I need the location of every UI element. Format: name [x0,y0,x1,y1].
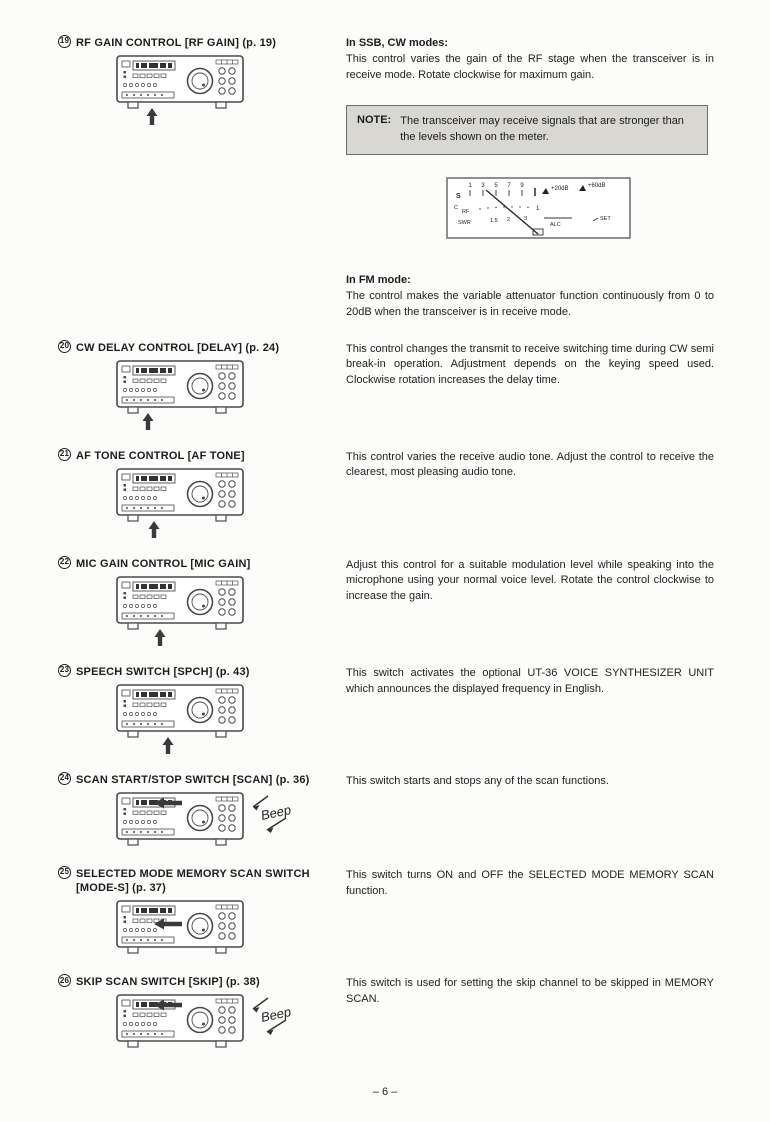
pointer-arrow-up-icon [149,521,160,538]
item-title: SELECTED MODE MEMORY SCAN SWITCH [MODE-S] (p. 37) [76,868,310,895]
note-text: The transceiver may receive signals that are stronger than the levels shown on the meter. [400,115,684,143]
svg-text:+20dB: +20dB [551,186,569,193]
meter-figure [446,177,714,248]
manual-item-speech [58,665,714,761]
svg-text:SET: SET [600,216,611,223]
item-title: RF GAIN CONTROL [RF GAIN] (p. 19) [76,37,277,49]
manual-item-mic-gain [58,557,714,653]
pointer-arrow-up-icon [147,108,158,125]
item-right-column [346,867,714,899]
manual-item-af-tone [58,449,714,545]
item-left-column [58,557,346,653]
item-heading [58,665,320,679]
item-right-column [346,36,714,321]
item-description: This control changes the transmit to receive switching time during CW semi break-in operation. Adjustment depends on the keying speed used. Clockwise rotation increases the delay time. [346,342,714,386]
item-right-column [346,773,714,790]
pointer-arrow-up-icon [155,629,166,646]
svg-text:1: 1 [468,183,472,190]
manual-item-cw-delay [58,341,714,437]
item-description: This control varies the gain of the RF stage when the transceiver is in receive mode. Rotate clockwise for maximum gain. [346,53,714,81]
svg-text:7: 7 [507,183,511,190]
item-description: Adjust this control for a suitable modulation level while speaking into the microphone using your normal voice level. Rotate the control clockwise to increase the gain. [346,558,714,603]
item-title: CW DELAY CONTROL [DELAY] (p. 24) [76,341,280,354]
beep-annotation [253,998,292,1035]
item-right-column [346,665,714,697]
item-left-column [58,665,346,761]
svg-text:1: 1 [536,206,540,213]
item-heading [58,867,320,895]
item-right-column [346,449,714,481]
svg-text:ALC: ALC [550,222,561,229]
mode-subheading-ssb: In SSB, CW modes: [346,37,449,49]
svg-text:3: 3 [481,183,485,190]
manual-item-scan [58,773,714,855]
svg-text:C: C [454,205,458,212]
page-number: – 6 – [372,1086,398,1098]
item-left-column [58,773,346,855]
item-right-column [346,341,714,389]
item-number-badge: 25 [58,866,71,879]
transceiver-panel-icon [116,994,316,1052]
transceiver-panel-icon [116,55,316,127]
item-description: This switch turns ON and OFF the SELECTED MODE MEMORY SCAN function. [346,869,714,897]
item-number-badge: 21 [58,448,71,461]
item-number-badge: 26 [58,974,71,987]
manual-item-mode-s [58,867,714,963]
item-title: SPEECH SWITCH [SPCH] (p. 43) [76,665,250,678]
item-heading [58,36,320,50]
item-heading [58,449,320,463]
item-right-column [346,975,714,1007]
mode-subheading-fm: In FM mode: [346,274,411,287]
item-description: This control varies the receive audio tone. Adjust the control to receive the clearest, most pleasing audio tone. [346,450,714,479]
item-heading [58,341,320,355]
transceiver-figure [116,360,346,437]
transceiver-panel-icon [116,360,316,432]
pointer-arrow-up-icon [143,413,154,430]
svg-text:Beep: Beep [259,801,293,823]
svg-text:2: 2 [507,217,511,224]
svg-text:9: 9 [520,183,524,190]
transceiver-figure [116,576,346,653]
transceiver-panel-icon [116,576,316,648]
svg-text:5: 5 [494,183,498,190]
transceiver-figure [116,792,346,855]
transceiver-panel-icon [116,792,316,850]
item-title: SKIP SCAN SWITCH [SKIP] (p. 38) [76,976,260,989]
manual-item-skip [58,975,714,1057]
pointer-arrow-up-icon [163,737,174,754]
s-meter-icon [446,177,631,243]
item-heading [58,557,320,571]
svg-text:+60dB: +60dB [588,183,606,190]
item-description: This switch activates the optional UT-36 VOICE SYNTHESIZER UNIT which announces the displayed frequency in English. [346,666,714,695]
transceiver-figure [116,900,346,963]
transceiver-figure [116,468,346,545]
item-number-badge: 22 [58,556,71,569]
svg-text:1.5: 1.5 [490,218,498,225]
item-title: AF TONE CONTROL [AF TONE] [76,449,245,462]
item-title: MIC GAIN CONTROL [MIC GAIN] [76,557,251,570]
item-number-badge: 20 [58,340,71,353]
item-description: The control makes the variable attenuator function continuously from 0 to 20dB when the transceiver is in receive mode. [346,290,714,319]
transceiver-figure [116,994,346,1057]
svg-text:S: S [456,193,461,201]
svg-text:RF: RF [462,209,470,216]
transceiver-figure [116,55,346,132]
svg-text:Beep: Beep [259,1004,293,1026]
item-right-column [346,557,714,605]
item-left-column [58,36,346,132]
transceiver-panel-icon [116,900,316,958]
item-number-badge: 23 [58,664,71,677]
item-left-column [58,341,346,437]
item-description: This switch is used for setting the skip channel to be skipped in MEMORY SCAN. [346,977,714,1005]
item-number-badge: 24 [58,772,71,785]
item-number-badge: 19 [58,35,71,48]
svg-text:3: 3 [524,216,528,223]
transceiver-panel-icon [116,684,316,756]
svg-text:SWR: SWR [458,220,471,227]
item-left-column [58,867,346,963]
transceiver-figure [116,684,346,761]
note-box [346,105,708,155]
item-heading [58,975,320,989]
item-left-column [58,449,346,545]
item-description: This switch starts and stops any of the scan functions. [346,774,609,787]
note-label: NOTE: [357,114,392,127]
transceiver-panel-icon [116,468,316,540]
item-heading [58,773,320,787]
manual-item-rf-gain [58,36,714,321]
item-title: SCAN START/STOP SWITCH [SCAN] (p. 36) [76,773,310,786]
item-left-column [58,975,346,1057]
beep-annotation [253,796,292,833]
